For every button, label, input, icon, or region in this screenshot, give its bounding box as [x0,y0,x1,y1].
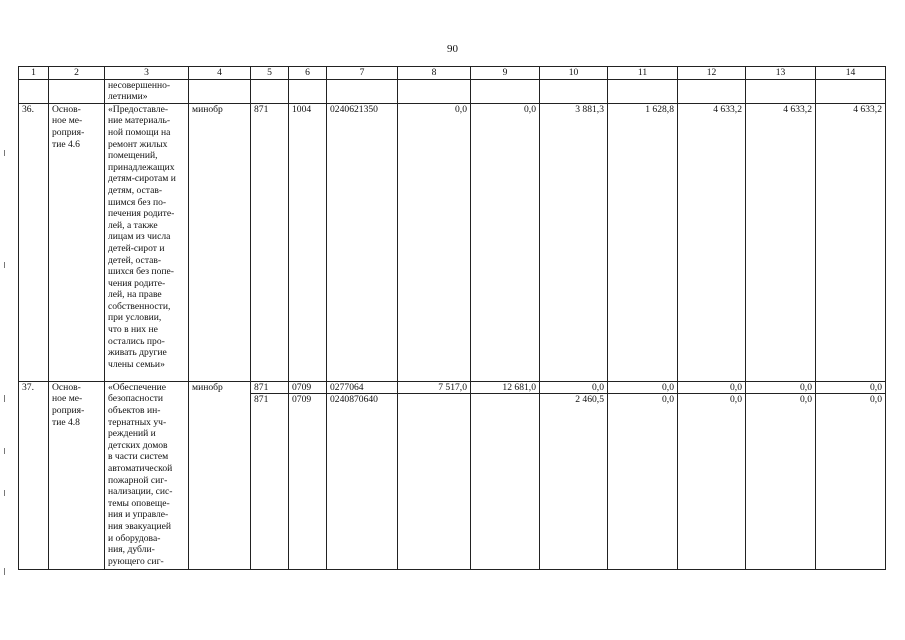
table-cell: 2 460,5 [540,394,608,406]
col-header: 13 [746,67,816,80]
col-header: 8 [398,67,471,80]
col-header: 7 [327,67,398,80]
scan-margin-mark [4,262,5,268]
table-cell: 0240870640 [327,394,398,406]
col-header: 1 [19,67,49,80]
table-cell: 0,0 [608,381,678,394]
table-cell: 0,0 [540,381,608,394]
table-cell [398,394,471,406]
col-header: 10 [540,67,608,80]
table-cell: 1 628,8 [608,103,678,381]
table-cell: 0,0 [471,103,540,381]
responsible-org: минобр [189,103,251,381]
table-cell: 12 681,0 [471,381,540,394]
row-number: 37. [19,381,49,570]
scan-margin-mark [4,448,5,454]
table-row [19,79,886,103]
row-number: 36. [19,103,49,381]
table-cell: 0,0 [746,394,816,406]
activity-type: Основ- ное ме- роприя- тие 4.8 [49,381,105,570]
table-cell: 0240621350 [327,103,398,381]
table-cell: 0,0 [816,381,886,394]
table-cell: 0277064 [327,381,398,394]
col-header: 3 [105,67,189,80]
table-cell: 871 [251,394,289,406]
table-cell: 0,0 [678,394,746,406]
scan-margin-mark [4,395,5,402]
table-cell: 0,0 [398,103,471,381]
scan-margin-mark [4,568,5,575]
table-cell: 871 [251,381,289,394]
table-cell: 4 633,2 [816,103,886,381]
table-cell: 4 633,2 [746,103,816,381]
table-cell: 0,0 [746,381,816,394]
column-number-row [19,67,886,80]
table-cell: 0,0 [816,394,886,406]
scan-margin-mark [4,150,5,156]
table-cell: 0709 [289,394,327,406]
col-header: 4 [189,67,251,80]
table-cell: 1004 [289,103,327,381]
activity-description: «Предоставле- ние материаль- ной помощи на ремонт жилых помещений, принадлежащих детям-сиротам и детям, остав- шимся без по- печения родите- лей, а также лицам из числа детей-сирот и детей, остав- шихся без попе- чения родите- лей, на праве собственности, при условии, что в них не остались про- живать другие члены семьи» [105,103,189,381]
continuation-text: несовершенно- летними» [105,79,189,103]
budget-table [18,66,886,570]
table-cell: 0709 [289,381,327,394]
activity-description: «Обеспечение безопасности объектов ин- тернатных уч- реждений и детских домов в части систем автоматической пожарной сиг- нализации, сис- темы оповеще- ния и управле- ния эвакуацией и оборудова- ния, дубли- рующего сиг- [105,381,189,570]
table-row [19,381,886,394]
table-cell: 3 881,3 [540,103,608,381]
table-row [19,103,886,381]
col-header: 5 [251,67,289,80]
table-cell: 0,0 [608,394,678,406]
scan-margin-mark [4,490,5,496]
col-header: 2 [49,67,105,80]
table-cell: 871 [251,103,289,381]
table-cell: 0,0 [678,381,746,394]
col-header: 14 [816,67,886,80]
activity-type: Основ- ное ме- роприя- тие 4.6 [49,103,105,381]
col-header: 11 [608,67,678,80]
table-cell: 4 633,2 [678,103,746,381]
col-header: 6 [289,67,327,80]
page-number: 90 [447,43,458,55]
table-cell: 7 517,0 [398,381,471,394]
col-header: 12 [678,67,746,80]
responsible-org: минобр [189,381,251,570]
table-cell [471,394,540,406]
col-header: 9 [471,67,540,80]
